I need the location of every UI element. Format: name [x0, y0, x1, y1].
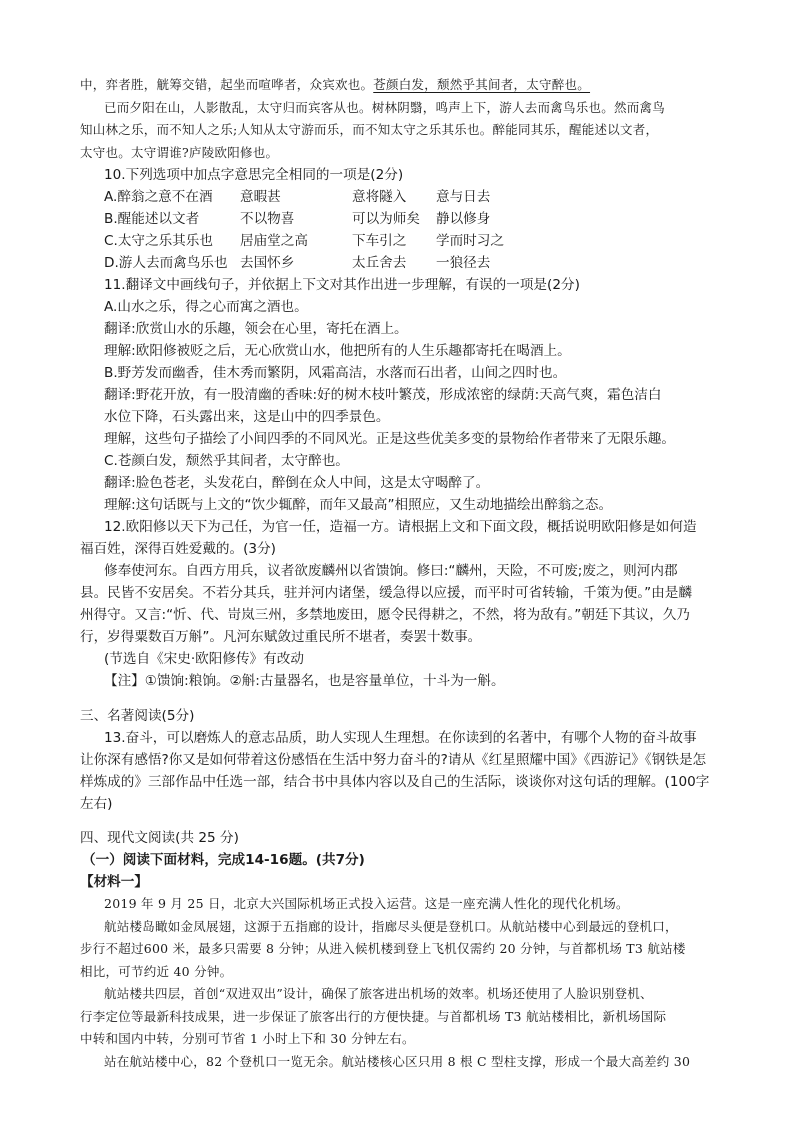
passage-line: 知山林之乐，而不知人之乐;人知从太守游而乐，而不知太守之乐其乐也。醉能同其乐，醒能述以文者，	[80, 122, 659, 137]
passage-text: 中，弈者胜，觥筹交错，起坐而喧哗者，众宾欢也。	[80, 77, 374, 92]
material-1-text: 行李定位等最新科技成果，进一步保证了旅客出行的方便快捷。与首都机场 T3 航站楼相比，新机场国际	[80, 1008, 667, 1024]
q10-option-b: B.醒能述以文者 不以物喜 可以为师矣 静以修身	[104, 211, 491, 227]
q11-a-understanding: 理解:欧阳修被贬之后，无心欣赏山水，他把所有的人生乐趣都寄托在喝酒上。	[104, 343, 571, 359]
q11-c-understanding: 理解:这句话既与上文的“饮少辄醉，而年又最高”相照应，又生动地描绘出醉翁之态。	[104, 497, 613, 513]
q11-b-understanding: 理解，这些句子描绘了小间四季的不同风光。正是这些优美多变的景物给作者带来了无限乐趣。	[104, 431, 675, 447]
q11-a-translation: 翻译:欣赏山水的乐趣，领会在心里，寄托在酒上。	[104, 321, 408, 337]
passage-line: 已而夕阳在山，人影散乱，太守归而宾客从也。树林阴翳，鸣声上下，游人去而禽鸟乐也。然而禽鸟	[104, 99, 666, 115]
q11-c-translation: 翻译:脸色苍老，头发花白，醉倒在众人中间，这是太守喝醉了。	[104, 475, 490, 491]
question-12-stem-cont: 福百姓，深得百姓爱戴的。(3分)	[80, 541, 276, 557]
question-11-stem: 11.翻译文中画线句子，并依据上下文对其作出进一步理解，有误的一项是(2分)	[104, 277, 580, 293]
q12-source: (节选自《宋史·欧阳修传》有改动	[104, 651, 304, 667]
material-1-text: 步行不超过600 米，最多只需要 8 分钟；从进入候机楼到登上飞机仅需约 20 分钟，与首都机场 T3 航站楼	[80, 941, 686, 956]
question-12-stem: 12.欧阳修以天下为己任，为官一任，造福一方。请根据上文和下面文段，概括说明欧阳修是如何造	[104, 519, 697, 535]
question-13: 13.奋斗，可以磨炼人的意志品质，助人实现人生理想。在你读到的名著中，有哪个人物的奋斗故事	[104, 730, 697, 746]
subsection-1-heading: （一）阅读下面材料，完成14-16题。(共7分)	[82, 852, 365, 868]
q11-option-b: B.野芳发而幽香，佳木秀而繁阴，风霜高洁，水落而石出者，山间之四时也。	[104, 365, 567, 381]
q11-b-translation-cont: 水位下降，石头露出来，这是山中的四季景色。	[104, 409, 390, 425]
material-1-text: 航站楼岛瞰如金凤展翅，这源于五指廊的设计，指廊尽头便是登机口。从航站楼中心到最远的登机口，	[104, 918, 678, 934]
q10-option-d: D.游人去而禽鸟乐也 去国怀乡 太丘舍去 一狼径去	[104, 255, 491, 271]
section-3-heading: 三、名著阅读(5分)	[80, 708, 195, 724]
q11-option-a: A.山水之乐，得之心而寓之酒也。	[104, 299, 308, 315]
material-1-text: 相比，可节约近 40 分钟。	[80, 963, 233, 979]
material-1-text: 站在航站楼中心，82 个登机口一览无余。航站楼核心区只用 8 根 C 型柱支撑，形成一个最大高差约 30	[104, 1053, 691, 1069]
section-4-heading: 四、现代文阅读(共 25 分)	[80, 830, 239, 846]
q11-b-translation: 翻译:野花开放，有一股清幽的香味:好的树木枝叶繁茂，形成浓密的绿荫:天高气爽，霜色洁白	[104, 387, 662, 403]
passage-line	[80, 74, 714, 97]
q10-option-c: C.太守之乐其乐也 居庙堂之高 下车引之 学而时习之	[104, 233, 504, 249]
q12-text: 行，岁得粟数百万斛”。凡河东赋敛过重民所不堪者，奏罢十数事。	[80, 629, 482, 645]
q12-text: 州得守。又言:“忻、代、岢岚三州，多禁地废田，愿令民得耕之，不然，将为敌有。”朝廷下其议，久乃	[80, 607, 690, 623]
q11-option-c: C.苍颜白发，颓然乎其间者，太守醉也。	[104, 453, 349, 469]
material-1-label: 【材料一】	[80, 874, 148, 890]
material-1-text: 2019 年 9 月 25 日，北京大兴国际机场正式投入运营。这是一座充满人性化的现代化机场。	[104, 896, 629, 911]
material-1-text: 航站楼共四层，首创“双进双出”设计，确保了旅客进出机场的效率。机场还使用了人脸识别登机、	[104, 986, 653, 1001]
q12-text: 修奉使河东。自西方用兵，议者欲废麟州以省馈饷。修曰:“麟州，天险，不可废;废之，则河内郡	[104, 563, 678, 579]
underlined-sentence: 苍颜白发，颓然乎其间者，太守醉也。	[373, 77, 591, 92]
q12-text: 县。民皆不安居矣。不若分其兵，驻并河内诸堡，缓急得以应援，而平时可省转输，千策为便。”由是麟	[80, 585, 692, 601]
question-13-cont: 左右)	[80, 796, 113, 812]
question-10-stem: 10.下列选项中加点字意思完全相同的一项是(2分)	[104, 167, 404, 183]
question-13-cont: 让你深有感悟?你又是如何带着这份感悟在生活中努力奋斗的?请从《红星照耀中国》《西游记》《钢铁是怎	[80, 752, 707, 768]
material-1-text: 中转和国内中转，分别可节省 1 小时上下和 30 分钟左右。	[80, 1031, 415, 1046]
question-13-cont: 样炼成的》三部作品中任选一部，结合书中具体内容以及自己的生活际，谈谈你对这句话的理解。(100字	[80, 774, 710, 790]
passage-line: 太守也。太守谓谁?庐陵欧阳修也。	[80, 144, 279, 160]
q12-note: 【注】①馈饷:粮饷。②斛:古量器名，也是容量单位，十斗为一斛。	[104, 673, 505, 689]
q10-option-a: A.醉翁之意不在酒 意暇甚 意将隧入 意与日去	[104, 189, 491, 205]
